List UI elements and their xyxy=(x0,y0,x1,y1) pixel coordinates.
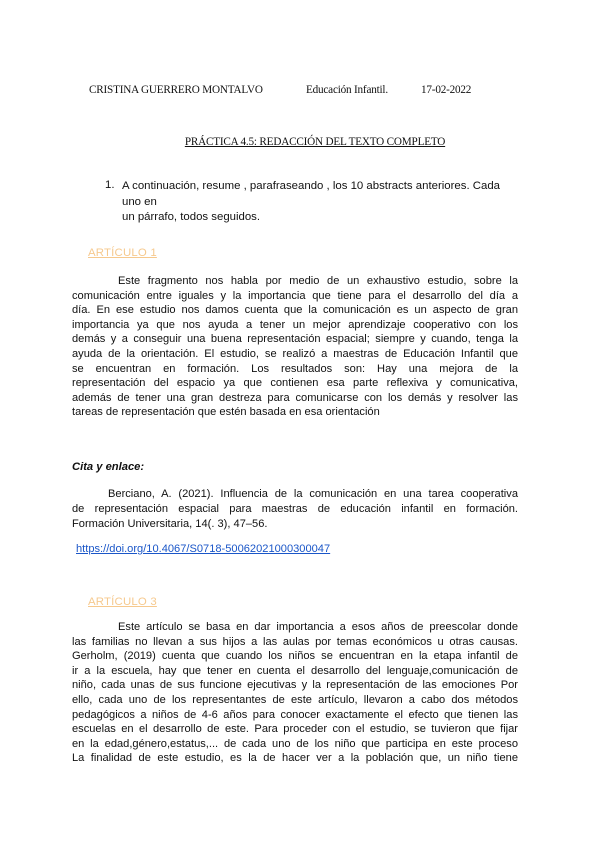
paragraph-line: día. En ese estudio nos damos cuenta que la comunicación es un aspecto de gran xyxy=(72,304,518,317)
paragraph-line: pedagógicos a niños de 4-6 años para conocer exactamente el efecto que tienen las xyxy=(72,708,518,721)
header-subject: Educación Infantil. xyxy=(306,84,388,96)
paragraph-line: La finalidad de este estudio, es la de hacer ver a la población que, un niño tiene xyxy=(72,752,518,765)
paragraph-line: importancia ya que nos ayuda a tener un mejor aprendizaje cooperativo con los xyxy=(72,318,518,331)
paragraph-line: tareas de representación que estén basada en esa orientación xyxy=(72,406,380,419)
reference-line: Berciano, A. (2021). Influencia de la comunicación en una tarea cooperativa xyxy=(108,488,518,500)
citation-label: Cita y enlace: xyxy=(72,461,145,473)
paragraph-line: representación del espacio ya que contienen esa parte reflexiva y comunicativa, xyxy=(72,377,518,390)
article-3-paragraph xyxy=(72,620,518,766)
page-title-text: PRÁCTICA 4.5: REDACCIÓN DEL TEXTO COMPLETO xyxy=(184,136,446,148)
paragraph-line: las familias no llevan a sus hijos a las aulas por temas económicos u otras causas. xyxy=(72,635,518,648)
paragraph-line: demás y a conseguir una buena representación espacial; siempre y cuando, tenga la xyxy=(72,333,518,346)
paragraph-line: Gerholm, (2019) cuenta que cuando los niños se encuentran en la etapa infantil de xyxy=(72,650,518,663)
article-3-heading: ARTÍCULO 3 xyxy=(88,596,157,608)
paragraph-line: además de tener una gran destreza para comunicarse con los demás y resolver las xyxy=(72,391,518,404)
paragraph-line: en la edad,género,estatus,... de cada uno de los niño que participa en este proceso xyxy=(72,737,518,750)
paragraph-line: Este fragmento nos habla por medio de un exhaustivo estudio, sobre la xyxy=(118,275,518,287)
header-date: 17-02-2022 xyxy=(421,84,472,96)
citation-reference xyxy=(72,487,518,532)
doi-link[interactable]: https://doi.org/10.4067/S0718-50062021000300047 xyxy=(76,543,331,555)
instruction-line: un párrafo, todos seguidos. xyxy=(122,211,261,223)
list-number: 1. xyxy=(105,179,115,191)
paragraph-line: escuelas en el desarrollo de este. Para proceder con el estudio, se tuvieron que fijar xyxy=(72,723,518,736)
header-author: CRISTINA GUERRERO MONTALVO xyxy=(89,84,263,96)
paragraph-line: ello, cada uno de los representantes de este artículo, llevaron a cabo dos métodos xyxy=(72,693,518,706)
instruction-line: A continuación, resume , parafraseando , los 10 abstracts anteriores. Cada uno en xyxy=(122,180,501,208)
paragraph-line: niño, cada unas de sus funcione ejecutivas y la representación de las emociones Por xyxy=(72,679,518,692)
article-1-heading: ARTÍCULO 1 xyxy=(88,247,157,259)
instruction-text xyxy=(122,179,522,226)
paragraph-line: Este artículo se basa en dar importancia a esos años de preescolar donde xyxy=(118,621,518,633)
reference-line: de representación espacial para maestras de educación infantil en formación. xyxy=(72,503,518,515)
article-1-paragraph xyxy=(72,274,518,420)
paragraph-line: comunicación entre iguales y la importancia que tiene para el desarrollo del día a xyxy=(72,289,518,302)
reference-line: Formación Universitaria, 14(. 3), 47–56. xyxy=(72,518,268,530)
page-title xyxy=(0,136,600,148)
paragraph-line: ayuda de la orientación. El estudio, se realizó a maestras de Educación Infantil que xyxy=(72,347,518,360)
paragraph-line: ir a la escuela, hay que tener en cuenta el desarrollo del lenguaje,comunicación de xyxy=(72,664,518,677)
paragraph-line: se encuentran en formación. Los resultados son: Hay una mejora de la xyxy=(72,362,518,375)
